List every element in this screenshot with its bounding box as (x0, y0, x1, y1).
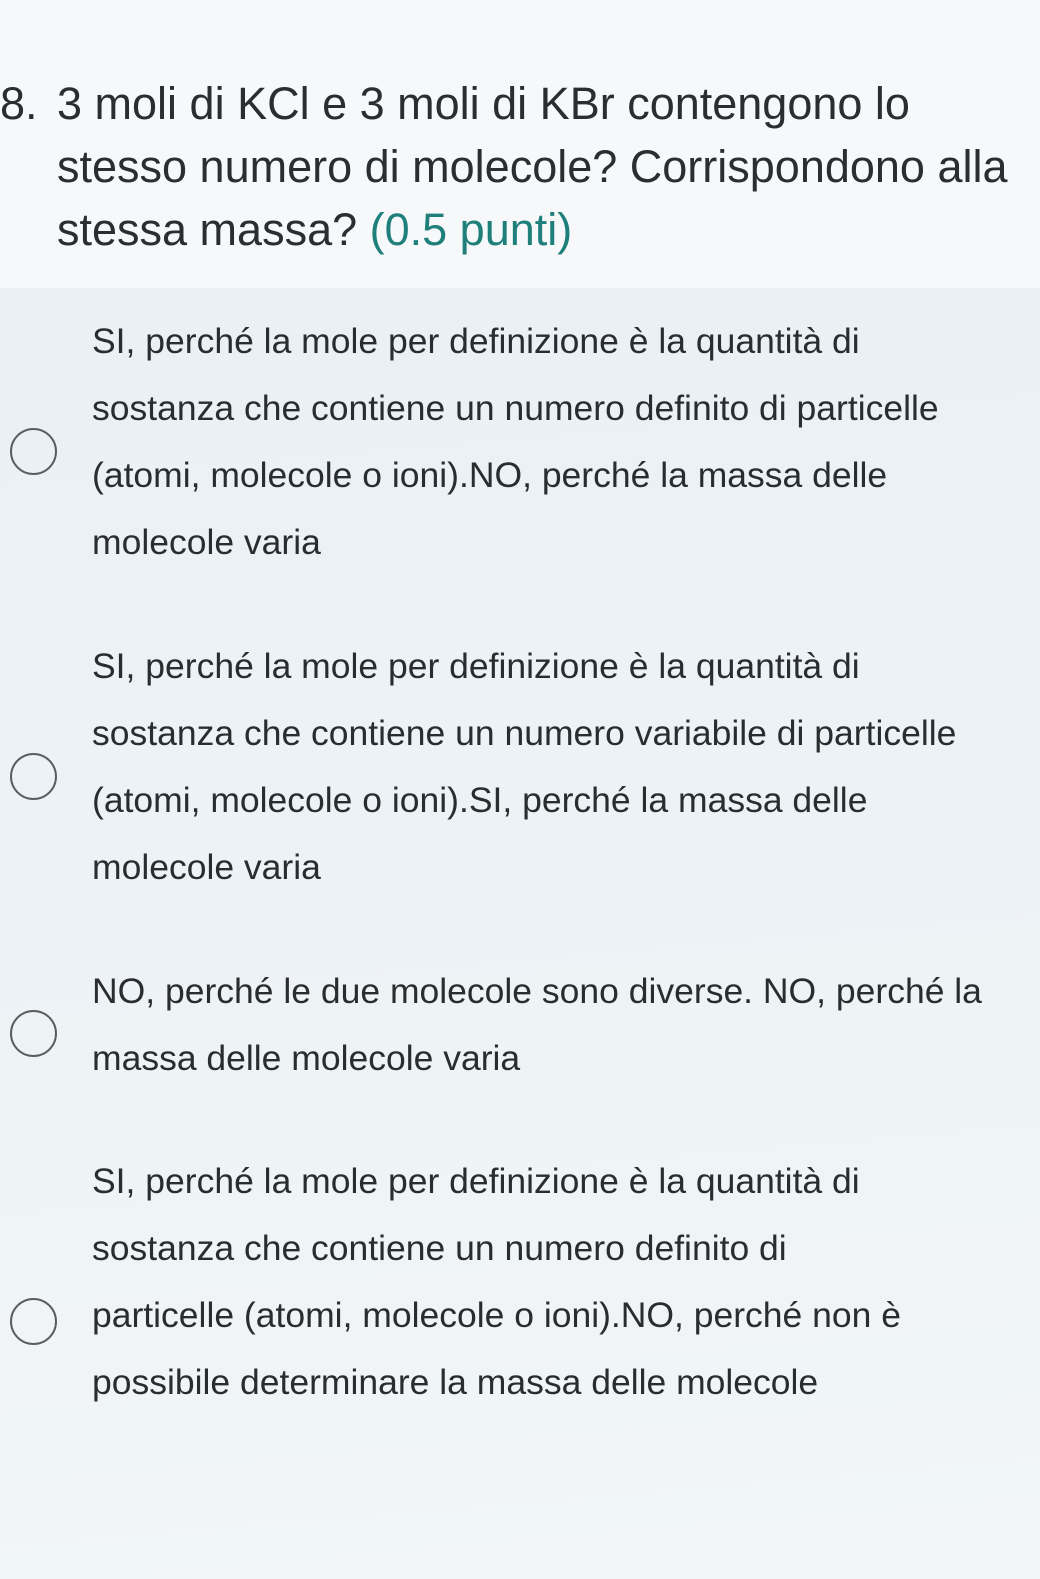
radio-button-icon[interactable] (10, 1298, 57, 1345)
answer-option-2[interactable] (0, 633, 1040, 903)
question-text: 3 moli di KCl e 3 moli di KBr contengono lo stesso numero di molecole? Corrispondono alla stessa massa? (57, 78, 1008, 255)
answer-option-4[interactable] (0, 1148, 1040, 1488)
radio-button-icon[interactable] (10, 753, 57, 800)
answer-option-3[interactable] (0, 958, 1040, 1098)
answer-options (0, 288, 1040, 1579)
question-title (0, 72, 1010, 261)
question-number: 8. (0, 78, 38, 129)
radio-button-icon[interactable] (10, 428, 57, 475)
question-card (0, 0, 1040, 288)
answer-option-label: SI, perché la mole per definizione è la quantità di sostanza che contiene un numero variabile di particelle (atomi, molecole o ioni).SI, perché la massa delle molecole varia (92, 646, 957, 887)
answer-option-1[interactable] (0, 308, 1040, 578)
answer-option-label: NO, perché le due molecole sono diverse. NO, perché la massa delle molecole varia (92, 971, 982, 1078)
answer-option-label: SI, perché la mole per definizione è la quantità di sostanza che contiene un numero definito di particelle (atomi, molecole o ioni).NO, perché non è possibile determinare la massa delle molecole (92, 1161, 901, 1402)
answer-option-label: SI, perché la mole per definizione è la quantità di sostanza che contiene un numero definito di particelle (atomi, molecole o ioni).NO, perché la massa delle molecole varia (92, 321, 939, 562)
question-points: (0.5 punti) (369, 204, 573, 255)
radio-button-icon[interactable] (10, 1010, 57, 1057)
question-body (0, 72, 1010, 261)
